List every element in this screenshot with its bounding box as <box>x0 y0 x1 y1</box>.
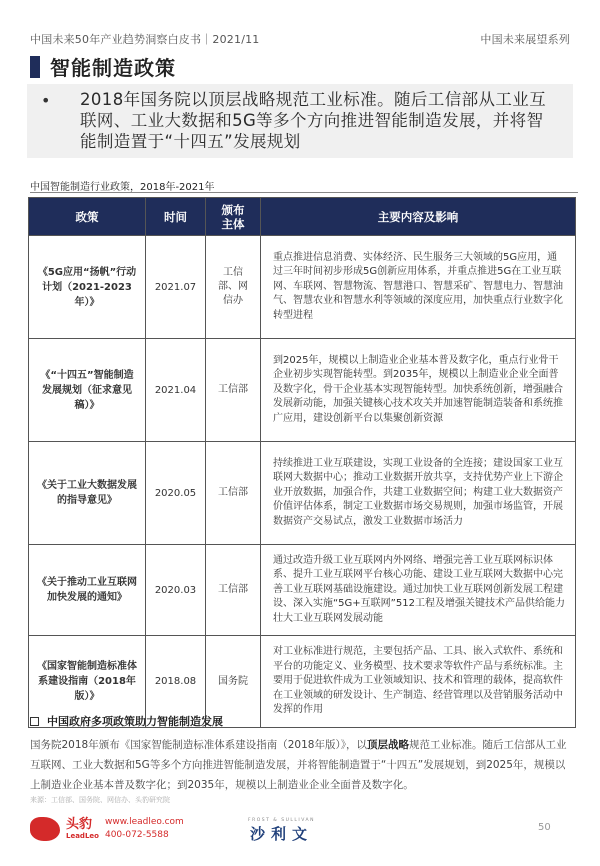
header-issuer: 颁布主体 <box>206 198 261 236</box>
policy-name: 《关于推动工业互联网加快发展的通知》 <box>29 545 146 636</box>
brand-name <box>66 818 99 840</box>
series-name: 中国未来展望系列 <box>480 33 570 46</box>
analysis-heading <box>30 713 223 729</box>
title-accent-bar <box>30 56 40 78</box>
policy-date: 2021.07 <box>146 236 206 339</box>
header-policy: 政策 <box>29 198 146 236</box>
analysis-text-part: 规范工业标准。随后工信部从工业互联网、工业大数据和5G等多个方向推进智能制造发展，并将智能制造置于“十四五”发展规划，到2025年，规模以上制造业企业基本普及数字化；到2035年，规模以上制造业企业全面普及数字化。 <box>30 739 567 791</box>
table-row <box>29 545 576 636</box>
leopard-logo-icon <box>30 817 60 841</box>
policy-content: 通过改造升级工业互联网内外网络、增强完善工业互联网标识体系、提升工业互联网平台核心功能、建设工业互联网大数据中心完善工业互联网基础设施建设。通过加快工业互联网创新发展工程建设、深入实施“5G+互联网”512工程及增强关键技术产品供给能力壮大工业互联网发展动能 <box>261 545 576 636</box>
policy-issuer: 工信部 <box>206 339 261 442</box>
policy-content: 重点推进信息消费、实体经济、民生服务三大领域的5G应用，通过三年时间初步形成5G创新应用体系，并重点推进5G在工业互联网、车联网、智慧物流、智慧港口、智慧采矿、智慧电力、智慧油气、智慧农业和智慧水利等领域的深度应用，加快重点行业数字化转型进程 <box>261 236 576 339</box>
brand-cn: 头豹 <box>66 817 93 832</box>
summary-box <box>27 84 573 158</box>
summary-text: 2018年国务院以顶层战略规范工业标准。随后工信部从工业互联网、工业大数据和5G等多个方向推进智能制造发展，并将智能制造置于“十四五”发展规划 <box>80 90 547 151</box>
policy-content: 对工业标准进行规范，主要包括产品、工具、嵌入式软件、系统和平台的功能定义、业务模型、技术要求等软件产品与系统标准。主要用于促进软件成为工业领域知识、技术和管理的载体，提高软件在工业领域的研发设计、生产制造、经营管理以及营销服务活动中发挥的作用 <box>261 636 576 728</box>
section-heading: 智能制造政策 <box>50 56 176 80</box>
table-row <box>29 339 576 442</box>
leadleo-logo <box>30 816 184 842</box>
policy-name: 《关于工业大数据发展的指导意见》 <box>29 442 146 545</box>
frost-sullivan-logo <box>248 818 315 844</box>
analysis-bold-text: 顶层战略 <box>366 739 409 751</box>
contact-info <box>105 816 184 842</box>
policy-name: 《5G应用“扬帆”行动计划（2021-2023年）》 <box>29 236 146 339</box>
caption-divider <box>30 192 578 193</box>
header-date: 时间 <box>146 198 206 236</box>
policy-name: 《国家智能制造标准体系建设指南（2018年版）》 <box>29 636 146 728</box>
table-header-row <box>29 198 576 236</box>
policy-date: 2021.04 <box>146 339 206 442</box>
policy-date: 2020.05 <box>146 442 206 545</box>
policy-content: 到2025年，规模以上制造业企业基本普及数字化，重点行业骨干企业初步实现智能转型。到2035年，规模以上制造业企业全面普及数字化，骨干企业基本实现智能转型。加快系统创新，增强融合发展新动能，加强关键核心技术攻关并加速智能制造装备和系统推广应用，建设创新平台以集聚创新资源 <box>261 339 576 442</box>
source-note: 来源：工信部、国务院、网信办、头豹研究院 <box>30 796 170 804</box>
page-number: 50 <box>538 822 551 833</box>
analysis-text-part: 国务院2018年颁布《国家智能制造标准体系建设指南（2018年版）》，以 <box>30 739 367 751</box>
website-link[interactable]: www.leadleo.com <box>104 817 184 827</box>
brand-en: LeadLeo <box>66 832 99 840</box>
partner-name-en: FROST & SULLIVAN <box>248 818 315 823</box>
checkbox-icon <box>30 717 39 726</box>
analysis-paragraph <box>30 735 575 795</box>
phone-number: 400-072-5588 <box>104 830 169 840</box>
table-row <box>29 442 576 545</box>
partner-name-cn: 沙利文 <box>249 825 313 843</box>
policy-date: 2018.08 <box>146 636 206 728</box>
page-header <box>30 31 570 47</box>
analysis-heading-text: 中国政府多项政策助力智能制造发展 <box>47 715 223 728</box>
policy-issuer: 工信部 <box>206 545 261 636</box>
policy-issuer: 工信部 <box>206 442 261 545</box>
header-content: 主要内容及影响 <box>261 198 576 236</box>
policy-issuer: 工信部、网信办 <box>206 236 261 339</box>
table-row <box>29 236 576 339</box>
table-caption: 中国智能制造行业政策，2018年-2021年 <box>30 182 215 193</box>
policy-issuer: 国务院 <box>206 636 261 728</box>
policy-table <box>28 197 576 728</box>
policy-name: 《“十四五”智能制造发展规划（征求意见稿）》 <box>29 339 146 442</box>
section-title <box>30 52 176 81</box>
policy-date: 2020.03 <box>146 545 206 636</box>
policy-content: 持续推进工业互联建设，实现工业设备的全连接；建设国家工业互联网大数据中心；推动工业数据开放共享，支持优势产业上下游企业开放数据，加强合作，共建工业数据空间；构建工业大数据资产价值评估体系，制定工业数据市场交易规则，加强市场监管，开展数据资产交易试点，激发工业数据市场活力 <box>261 442 576 545</box>
bullet-icon: • <box>41 91 51 110</box>
report-title: 中国未来50年产业趋势洞察白皮书｜2021/11 <box>30 33 260 46</box>
